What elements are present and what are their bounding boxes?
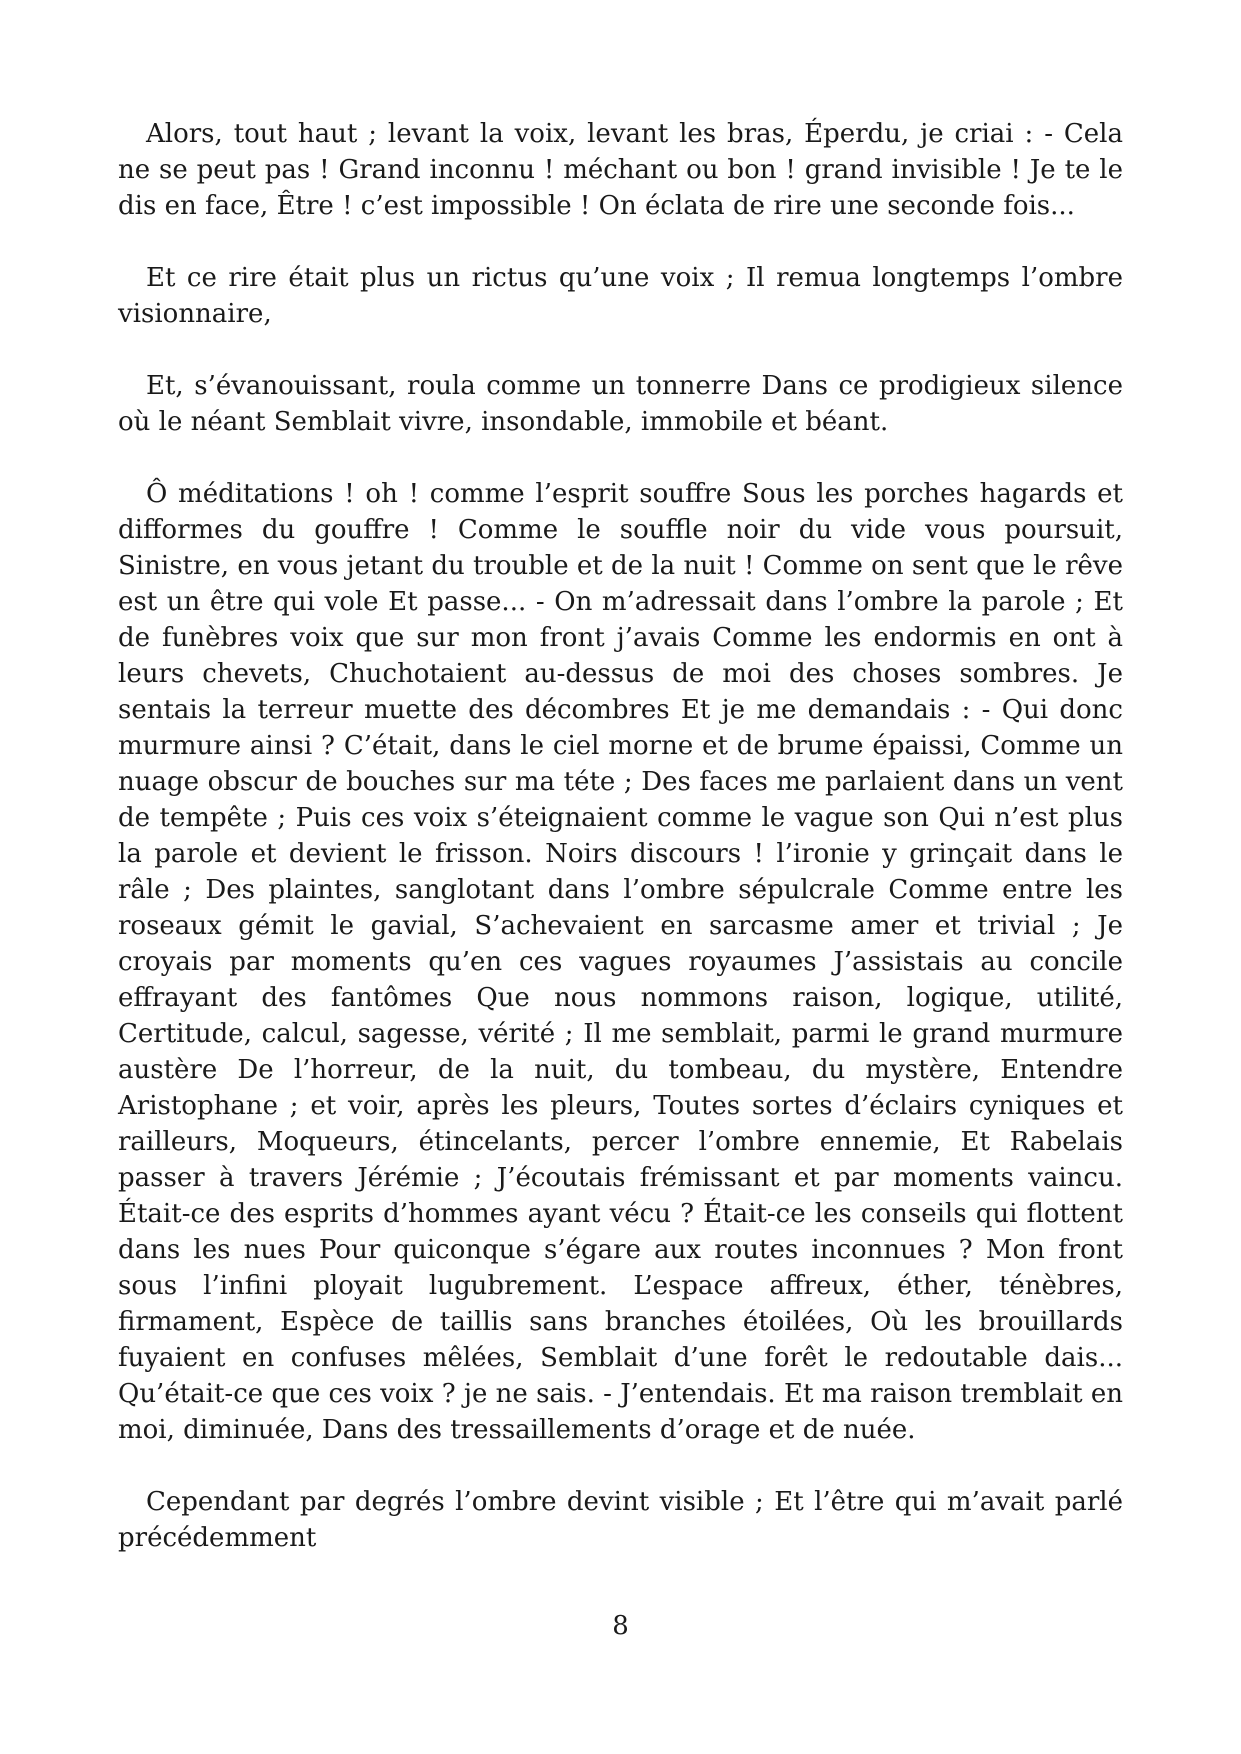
paragraph-4: Ô méditations ! oh ! comme l’esprit souffre Sous les porches hagards et difformes du gouffre ! Comme le souffle noir du vide vous poursuit, Sinistre, en vous jetant du trouble et de la nuit ! Comme on sent que le rêve est un être qui vole Et passe... - On m’adressait dans l’ombre la parole ; Et de funèbres voix que sur mon front j’avais Comme les endormis en ont à leurs chevets, Chuchotaient au-dessus de moi des choses sombres. Je sentais la terreur muette des décombres Et je me demandais : - Qui donc murmure ainsi ? C’était, dans le ciel morne et de brume épaissi, Comme un nuage obscur de bouches sur ma téte ; Des faces me parlaient dans un vent de tempête ; Puis ces voix s’éteignaient comme le vague son Qui n’est plus la parole et devient le frisson. Noirs discours ! l’ironie y grinçait dans le râle ; Des plaintes, sanglotant dans l’ombre sépulcrale Comme entre les roseaux gémit le gavial, S’achevaient en sarcasme amer et trivial ; Je croyais par moments qu’en ces vagues royaumes J’assistais au concile effrayant des fantômes Que nous nommons raison, logique, utilité, Certitude, calcul, sagesse, vérité ; Il me semblait, parmi le grand murmure austère De l’horreur, de la nuit, du tombeau, du mystère, Entendre Aristophane ; et voir, après les pleurs, Toutes sortes d’éclairs cyniques et railleurs, Moqueurs, étincelants, percer l’ombre ennemie, Et Rabelais passer à travers Jérémie ; J’écoutais frémissant et par moments vaincu. Était-ce des esprits d’hommes ayant vécu ? Était-ce les conseils qui flottent dans les nues Pour quiconque s’égare aux routes inconnues ? Mon front sous l’infini ployait lugubrement. L’espace affreux, éther, ténèbres, firmament, Espèce de taillis sans branches étoilées, Où les brouillards fuyaient en confuses mêlées, Semblait d’une forêt le redoutable dais... Qu’était-ce que ces voix ? je ne sais. - J’entendais. Et ma raison tremblait en moi, diminuée, Dans des tressaillements d’orage et de nuée. — [118, 479, 1123, 1445]
body-text — [118, 116, 1123, 1592]
page-number: 8 — [612, 1611, 629, 1641]
paragraph-1: Alors, tout haut ; levant la voix, levant les bras, Éperdu, je criai : - Cela ne se peut pas ! Grand inconnu ! méchant ou bon ! grand invisible ! Je te le dis en face, Être ! c’est impossible ! On éclata de rire une seconde fois... — [118, 119, 1123, 221]
paragraph-5: Cependant par degrés l’ombre devint visible ; Et l’être qui m’avait parlé précédemment — [118, 1487, 1123, 1553]
paragraph-2: Et ce rire était plus un rictus qu’une voix ; Il remua longtemps l’ombre visionnaire, — [118, 263, 1123, 329]
paragraph-3: Et, s’évanouissant, roula comme un tonnerre Dans ce prodigieux silence où le néant Semblait vivre, insondable, immobile et béant. — [118, 371, 1123, 437]
